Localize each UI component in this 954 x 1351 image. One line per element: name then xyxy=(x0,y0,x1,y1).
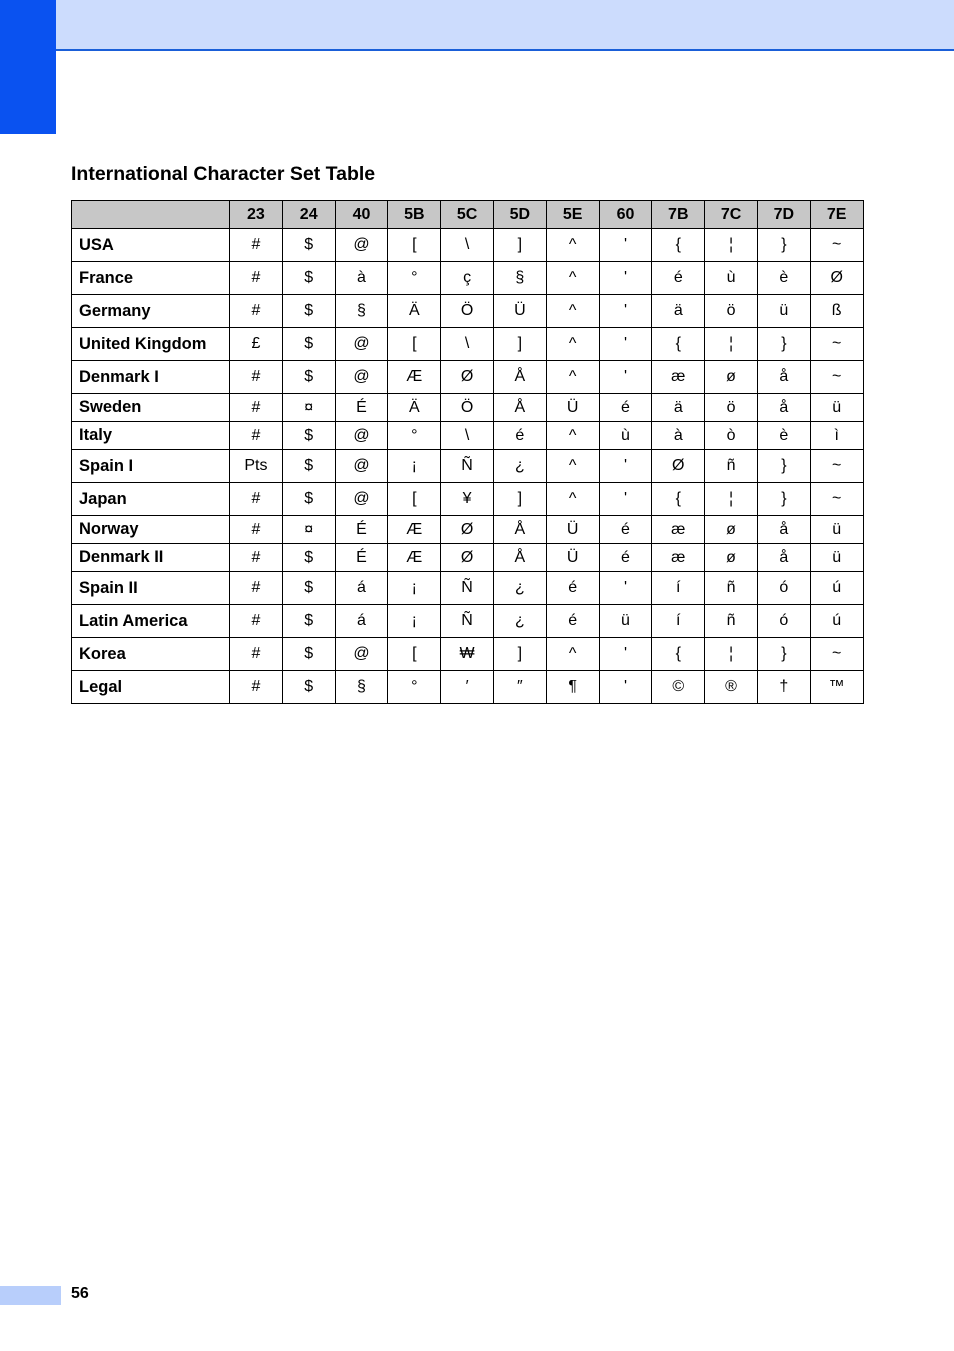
char-cell: Ü xyxy=(493,295,546,328)
char-cell: { xyxy=(652,328,705,361)
char-cell: ß xyxy=(810,295,863,328)
char-cell: ' xyxy=(599,295,652,328)
char-cell: # xyxy=(230,671,283,704)
char-cell: § xyxy=(335,671,388,704)
char-cell: # xyxy=(230,638,283,671)
country-cell: Denmark II xyxy=(72,544,230,572)
country-cell: USA xyxy=(72,229,230,262)
char-cell: } xyxy=(757,450,810,483)
char-cell: $ xyxy=(282,671,335,704)
char-cell: ' xyxy=(599,638,652,671)
char-cell: Ø xyxy=(441,516,494,544)
char-cell: † xyxy=(757,671,810,704)
char-cell: ä xyxy=(652,295,705,328)
char-cell: ü xyxy=(810,394,863,422)
column-header: 23 xyxy=(230,201,283,229)
char-cell: § xyxy=(335,295,388,328)
table-row xyxy=(72,671,864,704)
char-cell: ^ xyxy=(546,450,599,483)
char-cell: @ xyxy=(335,361,388,394)
char-cell: é xyxy=(652,262,705,295)
chapter-tab xyxy=(0,0,56,134)
char-cell: ¿ xyxy=(493,450,546,483)
char-cell: @ xyxy=(335,422,388,450)
column-header xyxy=(72,201,230,229)
char-cell: ó xyxy=(757,572,810,605)
char-cell: [ xyxy=(388,638,441,671)
char-cell: ¡ xyxy=(388,450,441,483)
char-cell: ¦ xyxy=(705,328,758,361)
country-cell: Italy xyxy=(72,422,230,450)
char-cell: Ü xyxy=(546,544,599,572)
char-cell: ^ xyxy=(546,422,599,450)
country-cell: Spain I xyxy=(72,450,230,483)
char-cell: Ø xyxy=(652,450,705,483)
char-cell: ø xyxy=(705,361,758,394)
char-cell: Ø xyxy=(810,262,863,295)
char-cell: ' xyxy=(599,229,652,262)
char-cell: Ñ xyxy=(441,572,494,605)
char-cell: ^ xyxy=(546,328,599,361)
column-header: 7E xyxy=(810,201,863,229)
char-cell: ~ xyxy=(810,638,863,671)
char-cell: à xyxy=(652,422,705,450)
char-cell: á xyxy=(335,572,388,605)
column-header: 40 xyxy=(335,201,388,229)
character-set-table xyxy=(71,200,864,704)
char-cell: $ xyxy=(282,483,335,516)
char-cell: ü xyxy=(757,295,810,328)
char-cell: § xyxy=(493,262,546,295)
char-cell: é xyxy=(599,394,652,422)
char-cell: } xyxy=(757,638,810,671)
country-cell: Denmark I xyxy=(72,361,230,394)
char-cell: Ø xyxy=(441,361,494,394)
char-cell: ¦ xyxy=(705,638,758,671)
char-cell: £ xyxy=(230,328,283,361)
table-row xyxy=(72,516,864,544)
country-cell: France xyxy=(72,262,230,295)
char-cell: # xyxy=(230,361,283,394)
country-cell: Germany xyxy=(72,295,230,328)
char-cell: é xyxy=(546,605,599,638)
char-cell: { xyxy=(652,638,705,671)
table-row xyxy=(72,229,864,262)
char-cell: @ xyxy=(335,450,388,483)
char-cell: ' xyxy=(599,671,652,704)
char-cell: # xyxy=(230,483,283,516)
char-cell: Ö xyxy=(441,394,494,422)
char-cell: $ xyxy=(282,638,335,671)
table-row xyxy=(72,544,864,572)
char-cell: ¶ xyxy=(546,671,599,704)
char-cell: ″ xyxy=(493,671,546,704)
char-cell: ~ xyxy=(810,328,863,361)
char-cell: \ xyxy=(441,328,494,361)
char-cell: Å xyxy=(493,361,546,394)
char-cell: é xyxy=(599,516,652,544)
char-cell: ~ xyxy=(810,450,863,483)
char-cell: { xyxy=(652,483,705,516)
country-cell: Korea xyxy=(72,638,230,671)
char-cell: # xyxy=(230,394,283,422)
char-cell: ¦ xyxy=(705,483,758,516)
page-number: 56 xyxy=(71,1285,89,1302)
char-cell: # xyxy=(230,262,283,295)
char-cell: ~ xyxy=(810,229,863,262)
char-cell: } xyxy=(757,483,810,516)
char-cell: í xyxy=(652,605,705,638)
char-cell: ú xyxy=(810,605,863,638)
table-row xyxy=(72,328,864,361)
char-cell: ^ xyxy=(546,361,599,394)
char-cell: ú xyxy=(810,572,863,605)
char-cell: ü xyxy=(810,516,863,544)
char-cell: ¤ xyxy=(282,394,335,422)
char-cell: ^ xyxy=(546,295,599,328)
char-cell: å xyxy=(757,544,810,572)
char-cell: Æ xyxy=(388,544,441,572)
char-cell: } xyxy=(757,328,810,361)
char-cell: ¿ xyxy=(493,605,546,638)
char-cell: Ö xyxy=(441,295,494,328)
char-cell: ñ xyxy=(705,572,758,605)
char-cell: æ xyxy=(652,516,705,544)
char-cell: ø xyxy=(705,516,758,544)
char-cell: ¡ xyxy=(388,572,441,605)
char-cell: ø xyxy=(705,544,758,572)
table-body xyxy=(72,229,864,704)
char-cell: } xyxy=(757,229,810,262)
char-cell: ' xyxy=(599,262,652,295)
table-row xyxy=(72,262,864,295)
char-cell: Ä xyxy=(388,295,441,328)
char-cell: ö xyxy=(705,295,758,328)
char-cell: \ xyxy=(441,422,494,450)
char-cell: Å xyxy=(493,516,546,544)
char-cell: Ñ xyxy=(441,450,494,483)
char-cell: å xyxy=(757,394,810,422)
char-cell: ′ xyxy=(441,671,494,704)
column-header: 7D xyxy=(757,201,810,229)
char-cell: É xyxy=(335,394,388,422)
char-cell: # xyxy=(230,605,283,638)
char-cell: $ xyxy=(282,361,335,394)
char-cell: ö xyxy=(705,394,758,422)
char-cell: @ xyxy=(335,229,388,262)
char-cell: # xyxy=(230,544,283,572)
country-cell: Japan xyxy=(72,483,230,516)
char-cell: é xyxy=(493,422,546,450)
char-cell: å xyxy=(757,516,810,544)
char-cell: ¦ xyxy=(705,229,758,262)
char-cell: $ xyxy=(282,544,335,572)
char-cell: í xyxy=(652,572,705,605)
char-cell: $ xyxy=(282,262,335,295)
char-cell: # xyxy=(230,422,283,450)
char-cell: \ xyxy=(441,229,494,262)
column-header: 5C xyxy=(441,201,494,229)
char-cell: è xyxy=(757,262,810,295)
country-cell: Spain II xyxy=(72,572,230,605)
char-cell: $ xyxy=(282,422,335,450)
column-header: 5B xyxy=(388,201,441,229)
char-cell: à xyxy=(335,262,388,295)
char-cell: Ü xyxy=(546,394,599,422)
char-cell: ' xyxy=(599,450,652,483)
char-cell: ° xyxy=(388,422,441,450)
char-cell: ç xyxy=(441,262,494,295)
table-header-row xyxy=(72,201,864,229)
char-cell: ü xyxy=(810,544,863,572)
char-cell: ' xyxy=(599,361,652,394)
page-tab xyxy=(0,1286,61,1305)
char-cell: Å xyxy=(493,394,546,422)
char-cell: ~ xyxy=(810,361,863,394)
char-cell: ' xyxy=(599,483,652,516)
char-cell: é xyxy=(546,572,599,605)
char-cell: ' xyxy=(599,328,652,361)
char-cell: ] xyxy=(493,483,546,516)
country-cell: Legal xyxy=(72,671,230,704)
char-cell: ü xyxy=(599,605,652,638)
char-cell: Ä xyxy=(388,394,441,422)
char-cell: ~ xyxy=(810,483,863,516)
column-header: 24 xyxy=(282,201,335,229)
char-cell: ^ xyxy=(546,229,599,262)
char-cell: Ø xyxy=(441,544,494,572)
char-cell: ® xyxy=(705,671,758,704)
column-header: 7B xyxy=(652,201,705,229)
table-row xyxy=(72,572,864,605)
char-cell: å xyxy=(757,361,810,394)
char-cell: © xyxy=(652,671,705,704)
char-cell: { xyxy=(652,229,705,262)
char-cell: ' xyxy=(599,572,652,605)
char-cell: ä xyxy=(652,394,705,422)
char-cell: ¿ xyxy=(493,572,546,605)
char-cell: ] xyxy=(493,638,546,671)
char-cell: Æ xyxy=(388,361,441,394)
table-row xyxy=(72,394,864,422)
char-cell: [ xyxy=(388,229,441,262)
table-row xyxy=(72,450,864,483)
char-cell: @ xyxy=(335,483,388,516)
char-cell: @ xyxy=(335,638,388,671)
char-cell: # xyxy=(230,516,283,544)
char-cell: ¡ xyxy=(388,605,441,638)
column-header: 7C xyxy=(705,201,758,229)
char-cell: ^ xyxy=(546,638,599,671)
column-header: 5D xyxy=(493,201,546,229)
char-cell: ^ xyxy=(546,483,599,516)
char-cell: ò xyxy=(705,422,758,450)
char-cell: ó xyxy=(757,605,810,638)
char-cell: Å xyxy=(493,544,546,572)
char-cell: $ xyxy=(282,295,335,328)
table-row xyxy=(72,361,864,394)
char-cell: ° xyxy=(388,671,441,704)
char-cell: ™ xyxy=(810,671,863,704)
char-cell: Pts xyxy=(230,450,283,483)
char-cell: æ xyxy=(652,544,705,572)
char-cell: [ xyxy=(388,328,441,361)
char-cell: ] xyxy=(493,328,546,361)
char-cell: ^ xyxy=(546,262,599,295)
char-cell: ù xyxy=(599,422,652,450)
char-cell: É xyxy=(335,516,388,544)
char-cell: @ xyxy=(335,328,388,361)
char-cell: $ xyxy=(282,328,335,361)
country-cell: Latin America xyxy=(72,605,230,638)
char-cell: ¥ xyxy=(441,483,494,516)
section-title: International Character Set Table xyxy=(71,163,376,185)
char-cell: ₩ xyxy=(441,638,494,671)
char-cell: # xyxy=(230,295,283,328)
char-cell: æ xyxy=(652,361,705,394)
char-cell: ¤ xyxy=(282,516,335,544)
char-cell: Ü xyxy=(546,516,599,544)
header-band xyxy=(0,0,954,51)
char-cell: ] xyxy=(493,229,546,262)
char-cell: É xyxy=(335,544,388,572)
char-cell: # xyxy=(230,229,283,262)
char-cell: ì xyxy=(810,422,863,450)
char-cell: Ñ xyxy=(441,605,494,638)
table-row xyxy=(72,605,864,638)
column-header: 5E xyxy=(546,201,599,229)
table-row xyxy=(72,483,864,516)
char-cell: $ xyxy=(282,450,335,483)
char-cell: ñ xyxy=(705,450,758,483)
char-cell: # xyxy=(230,572,283,605)
char-cell: é xyxy=(599,544,652,572)
country-cell: Norway xyxy=(72,516,230,544)
char-cell: Æ xyxy=(388,516,441,544)
table-row xyxy=(72,422,864,450)
char-cell: ù xyxy=(705,262,758,295)
char-cell: $ xyxy=(282,605,335,638)
char-cell: $ xyxy=(282,229,335,262)
char-cell: [ xyxy=(388,483,441,516)
char-cell: è xyxy=(757,422,810,450)
char-cell: á xyxy=(335,605,388,638)
char-cell: ° xyxy=(388,262,441,295)
column-header: 60 xyxy=(599,201,652,229)
char-cell: $ xyxy=(282,572,335,605)
char-cell: ñ xyxy=(705,605,758,638)
table-row xyxy=(72,295,864,328)
country-cell: Sweden xyxy=(72,394,230,422)
table-row xyxy=(72,638,864,671)
country-cell: United Kingdom xyxy=(72,328,230,361)
